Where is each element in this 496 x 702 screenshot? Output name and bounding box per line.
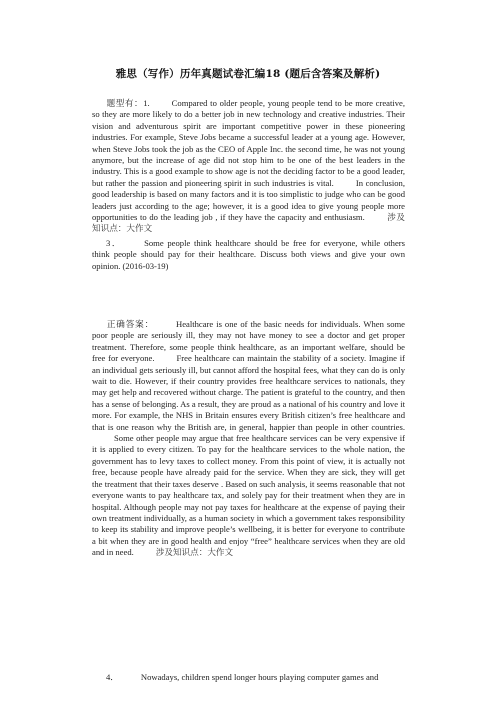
question-3-number: 3． — [106, 238, 123, 248]
answer-3-counter: Some other people may argue that free healthcare services can be very expensive if it is applied to every citizen. To pay for the healthcare services to the whole nation, the government has to levy taxes to collect money. From this point of view, it is actually not free, because people have already paid for the service. When they are sick, they will get the treatment that their taxes deserve . Based on such analysis, it seems reasonable that not everyone wants to pay healthcare tax, and solely pay for their treatment when they are in hospital. Although people may not pay taxes for healthcare at the expense of paying their own treatment individually, as a human society in which a government takes responsibility to keep its stability and improve people’s wellbeing, it is better for everyone to contribute a bit when they are in good health and enjoy “free” healthcare services when they are old and in need. — [92, 433, 405, 558]
question-type-paragraph — [92, 98, 405, 235]
page-title: 雅思（写作）历年真题试卷汇编18 (题后含答案及解析) — [115, 68, 381, 80]
essay-text: Compared to older people, young people tend to be more creative, so they are more likely to do a better job in new technology and creative industries. Their vision and adventurous spirit are important competitive power in these pioneering industries. For example, Steve Jobs became a successful leader at a young age. However, when Steve Jobs took the job as the CEO of Apple Inc. the second time, he was not young anymore, but the increase of age did not stop him to be one of the best leaders in the industry. This is a good example to show age is not the deciding factor to be a good leader, but rather the passion and pioneering spirit in such industries is vital. — [92, 98, 405, 188]
answer-3-intro: Healthcare is one of the basic needs for individuals. When some poor people are seriously ill, they may not have money to see a doctor and get proper treatment. Therefore, some people think healthcare, as an important welfare, should be free for everyone. — [92, 319, 405, 364]
question-4-number: 4． — [106, 672, 119, 682]
question-type-label: 题型有： — [106, 98, 144, 108]
question-4-paragraph — [92, 672, 405, 683]
answer-3-paragraph — [92, 319, 405, 559]
question-3-prompt: Some people think healthcare should be free for everyone, while others think people should pay for their healthcare. Discuss both views and give your own opinion. (2016-03-19) — [92, 238, 405, 271]
answer-3-body: Free healthcare can maintain the stability of a society. Imagine if an individual gets seriously ill, but cannot afford the hospital fees, what they can do is only wait to die. However, if their country provides free healthcare services to nationals, they may get help and recovered without charge. The patient is grateful to the country, and then has a sense of belonging. As a result, they are proud as a national of his country and love it more. For example, the NHS in Britain ensures every British citizen’s free healthcare and that is one reason why the British are, in general, happier than people in other countries. — [92, 353, 405, 432]
answer-label: 正确答案： — [106, 319, 155, 329]
knowledge-point: 涉及知识点：大作文 — [155, 547, 234, 558]
essay-conclusion: In conclusion, good leadership is based on many factors and it is too simplistic to judge who can be good leaders just according to the age; however, it is a good idea to give young people more opportunities to do the leading job , if they have the capacity and enthusiasm. — [92, 177, 405, 223]
question-number: 1. — [143, 98, 150, 108]
question-4-prompt: Nowadays, children spend longer hours playing computer games and — [140, 672, 379, 682]
question-3-paragraph — [92, 238, 405, 272]
knowledge-point: 涉及知识点：大作文 — [92, 212, 405, 234]
